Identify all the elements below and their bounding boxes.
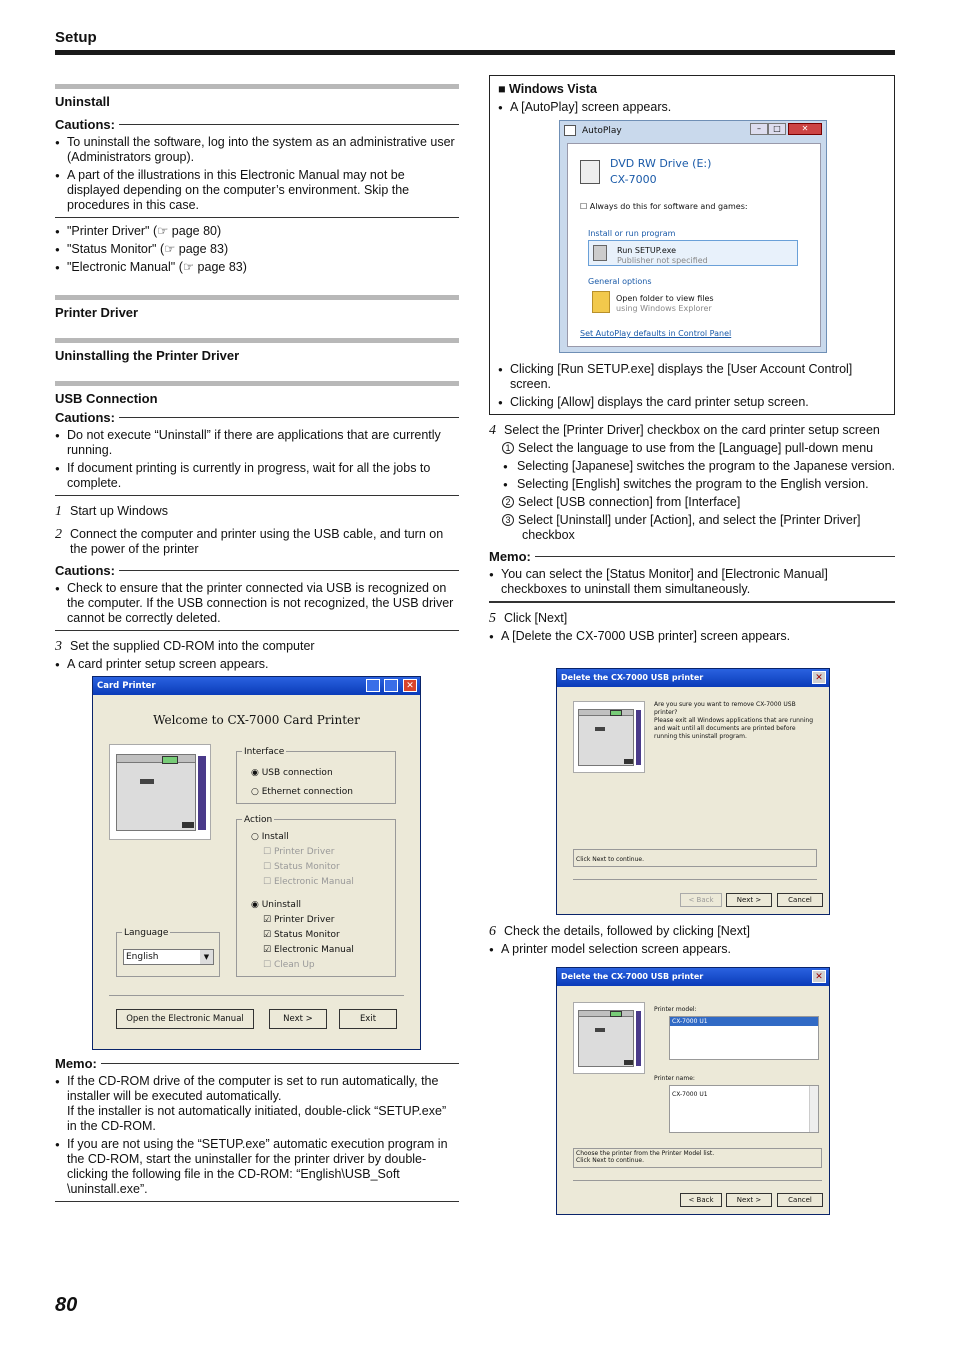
step-2: 2 Connect the computer and printer using the USB cable, and turn on the power of the printer: [55, 527, 444, 556]
memo-box: [55, 1074, 459, 1202]
uninstall-clean-up-checkbox[interactable]: ☐ Clean Up: [263, 960, 315, 970]
divider: [573, 879, 817, 880]
step-4-1-english: ● Selecting [English] switches the program to the English version.: [503, 477, 895, 492]
section-bar: [55, 295, 459, 300]
next-button[interactable]: Next >: [726, 1193, 772, 1207]
cautions-heading: Cautions:: [55, 410, 459, 425]
uninstall-heading: Uninstall: [55, 94, 110, 109]
printer-image: [573, 701, 645, 773]
step-1: 1 Start up Windows: [55, 504, 168, 519]
section-bar: [55, 84, 459, 89]
close-icon[interactable]: ✕: [812, 970, 826, 983]
printer-image: [109, 744, 211, 840]
autoplay-body: [567, 143, 821, 347]
minimize-icon[interactable]: [366, 679, 380, 692]
scrollbar[interactable]: [809, 1086, 818, 1132]
close-icon[interactable]: ✕: [812, 671, 826, 684]
divider: [109, 995, 404, 996]
section-bar: [55, 381, 459, 386]
language-select[interactable]: English ▼: [123, 949, 214, 965]
uninstall-status-monitor-checkbox[interactable]: ☑ Status Monitor: [263, 930, 340, 940]
memo-item: ● If the CD-ROM drive of the computer is set to run automatically, the installer will be executed automatically. If the installer is not automatically initiated, double-click “SETUP.exe” in the CD-ROM.: [55, 1074, 459, 1134]
next-button[interactable]: Next >: [269, 1009, 327, 1029]
uninstall-electronic-manual-checkbox[interactable]: ☑ Electronic Manual: [263, 945, 354, 955]
next-button[interactable]: Next >: [726, 893, 772, 907]
install-run-heading: Install or run program: [588, 229, 676, 238]
page-number: 80: [55, 1294, 78, 1316]
usb-radio[interactable]: ◉ USB connection: [251, 768, 333, 778]
autoplay-dialog: [559, 120, 827, 353]
setup-icon: [593, 245, 607, 261]
vista-bullet: ● Clicking [Allow] displays the card printer setup screen.: [498, 395, 886, 410]
open-manual-button[interactable]: Open the Electronic Manual: [116, 1009, 254, 1029]
vista-heading: ■ Windows Vista: [498, 82, 597, 96]
delete-printer-dialog-1: [556, 668, 830, 915]
printer-model-selected[interactable]: CX-7000 U1: [670, 1017, 818, 1026]
step-6-result: ● A printer model selection screen appears.: [489, 942, 895, 957]
status-box: Click Next to continue.: [573, 849, 817, 867]
section-bar: [55, 338, 459, 343]
header-rule: [55, 50, 895, 55]
folder-icon: [592, 291, 610, 313]
drive-info: DVD RW Drive (E:) CX-7000: [610, 157, 712, 186]
cancel-button[interactable]: Cancel: [777, 1193, 823, 1207]
divider: [573, 1180, 822, 1181]
autoplay-icon: [564, 125, 576, 136]
maximize-icon[interactable]: □: [768, 123, 786, 135]
status-box: Choose the printer from the Printer Model list. Click Next to continue.: [573, 1148, 822, 1168]
printer-model-list[interactable]: [669, 1016, 819, 1060]
chevron-down-icon[interactable]: ▼: [200, 950, 213, 964]
cautions-heading: Cautions:: [55, 117, 459, 132]
step-4-1: 1 Select the language to use from the [Language] pull-down menu: [502, 441, 895, 456]
maximize-icon[interactable]: [384, 679, 398, 692]
step-6-section: [489, 924, 895, 957]
set-autoplay-defaults-link[interactable]: Set AutoPlay defaults in Control Panel: [580, 329, 732, 338]
close-icon[interactable]: ✕: [403, 679, 417, 692]
dvd-drive-icon: [580, 160, 600, 184]
install-status-monitor-checkbox[interactable]: ☐ Status Monitor: [263, 862, 340, 872]
close-icon[interactable]: ✕: [788, 123, 822, 135]
caution-item: ● If document printing is currently in progress, wait for all the jobs to complete.: [55, 461, 459, 491]
cautions-box: [55, 428, 459, 496]
cautions-box: [55, 135, 459, 218]
caution-item: ● Check to ensure that the printer connected via USB is recognized on the computer. If the USB connection is not recognized, the USB driver cannot be correctly deleted.: [55, 581, 459, 626]
uninstalling-heading: Uninstalling the Printer Driver: [55, 348, 240, 363]
caution-item: ● Do not execute “Uninstall” if there are applications that are currently running.: [55, 428, 459, 458]
confirm-message: Please exit all Windows applications that are running and wait until all documents are printed before running this uninstall program.: [654, 717, 814, 740]
confirm-question: Are you sure you want to remove CX-7000 USB printer?: [654, 701, 796, 716]
autoplay-titlebar: AutoPlay – □ ✕: [560, 121, 826, 141]
interface-group: Interface ◉ USB connection ○ Ethernet connection: [236, 751, 396, 804]
dialog-titlebar: Delete the CX-7000 USB printer ✕: [557, 669, 829, 687]
exit-button[interactable]: Exit: [339, 1009, 397, 1029]
step-5-result: ● A [Delete the CX-7000 USB printer] screen appears.: [489, 629, 895, 644]
printer-image: [573, 1002, 645, 1074]
memo-section: [55, 1056, 459, 1208]
memo-heading: Memo:: [55, 1056, 459, 1071]
dialog-titlebar: Card Printer ✕: [93, 677, 420, 695]
uninstall-printer-driver-checkbox[interactable]: ☑ Printer Driver: [263, 915, 335, 925]
memo-heading: Memo:: [489, 549, 895, 564]
memo-box: [489, 567, 895, 603]
language-group: Language English ▼: [116, 932, 220, 977]
general-options-heading: General options: [588, 277, 652, 286]
ethernet-radio[interactable]: ○ Ethernet connection: [251, 787, 353, 797]
action-group: Action ○ Install ☐ Printer Driver ☐ Status Monitor ☐ Electronic Manual ◉ Uninstall ☑ Printer Driver ☑ Status Monitor ☑ Electronic Manual ☐ Clean Up: [236, 819, 396, 977]
page-header-title: Setup: [55, 29, 97, 46]
run-setup-option[interactable]: Run SETUP.exe Publisher not specified: [588, 240, 798, 266]
install-printer-driver-checkbox[interactable]: ☐ Printer Driver: [263, 847, 335, 857]
caution-item: ● A part of the illustrations in this Electronic Manual may not be displayed depending on the computer’s environment. Skip the procedures in this case.: [55, 168, 459, 213]
back-button[interactable]: < Back: [680, 1193, 722, 1207]
open-folder-option[interactable]: Open folder to view files using Windows Explorer: [588, 289, 798, 315]
step-4: 4 Select the [Printer Driver] checkbox on the card printer setup screen: [489, 423, 880, 438]
cautions-box: [55, 581, 459, 631]
memo-item: ● You can select the [Status Monitor] and [Electronic Manual] checkboxes to uninstall them simultaneously.: [489, 567, 895, 597]
ref-electronic-manual[interactable]: ● "Electronic Manual" (☞ page 83): [55, 260, 459, 275]
cancel-button[interactable]: Cancel: [777, 893, 823, 907]
vista-bullet: ● A [AutoPlay] screen appears.: [498, 100, 886, 115]
printer-name-field[interactable]: CX-7000 U1: [669, 1085, 819, 1133]
left-column: [55, 84, 459, 672]
cautions-heading: Cautions:: [55, 563, 459, 578]
printer-model-label: Printer model:: [654, 1006, 697, 1013]
step-3: 3 Set the supplied CD-ROM into the computer: [55, 639, 315, 654]
minimize-icon[interactable]: –: [750, 123, 768, 135]
vista-bullet: ● Clicking [Run SETUP.exe] displays the [User Account Control] screen.: [498, 362, 886, 392]
step-4-2: 2 Select [USB connection] from [Interface]: [502, 495, 895, 510]
memo-item: ● If you are not using the “SETUP.exe” automatic execution program in the CD-ROM, start the uninstaller for the printer driver by double-clicking the following file in the CD-ROM: “English\USB_Soft \uninstall.exe”.: [55, 1137, 459, 1197]
ref-printer-driver[interactable]: ● "Printer Driver" (☞ page 80): [55, 224, 459, 239]
step-5: 5 Click [Next]: [489, 611, 568, 626]
caution-item: ● To uninstall the software, log into the system as an administrative user (Administrators group).: [55, 135, 459, 165]
step-3-result: ● A card printer setup screen appears.: [55, 657, 459, 672]
printer-driver-heading: Printer Driver: [55, 305, 139, 320]
card-printer-dialog: [92, 676, 421, 1050]
dialog-titlebar: Delete the CX-7000 USB printer ✕: [557, 968, 829, 986]
back-button[interactable]: < Back: [680, 893, 722, 907]
printer-name-label: Printer name:: [654, 1075, 695, 1082]
usb-connection-heading: USB Connection: [55, 391, 158, 406]
delete-printer-dialog-2: [556, 967, 830, 1215]
uninstall-radio[interactable]: ◉ Uninstall: [251, 900, 301, 910]
install-electronic-manual-checkbox[interactable]: ☐ Electronic Manual: [263, 877, 354, 887]
install-radio[interactable]: ○ Install: [251, 832, 289, 842]
step-4-1-japanese: ● Selecting [Japanese] switches the program to the Japanese version.: [503, 459, 895, 474]
ref-status-monitor[interactable]: ● "Status Monitor" (☞ page 83): [55, 242, 459, 257]
always-checkbox[interactable]: ☐ Always do this for software and games:: [580, 202, 748, 211]
step-6: 6 Check the details, followed by clicking [Next]: [489, 924, 750, 939]
step-4-3: 3 Select [Uninstall] under [Action], and select the [Printer Driver] checkbox: [502, 513, 895, 543]
welcome-text: Welcome to CX-7000 Card Printer: [153, 713, 360, 727]
